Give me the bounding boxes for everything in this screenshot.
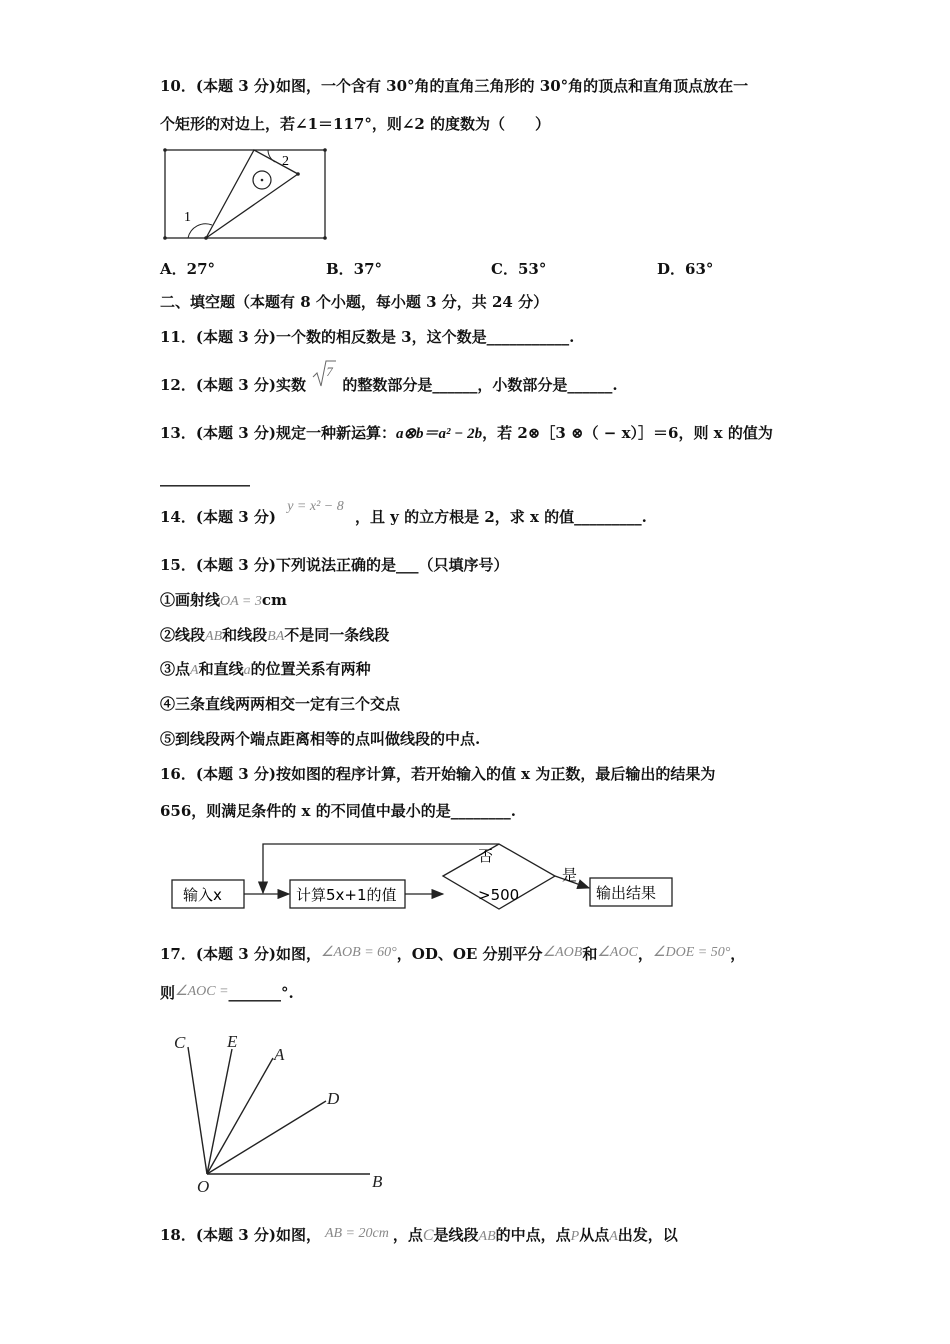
q10-option-c: C．53°	[491, 260, 547, 278]
rect-corner-dot	[323, 236, 327, 240]
q15-statement-5: ⑤到线段两个端点距离相等的点叫做线段的中点.	[160, 730, 481, 748]
q18-post: 出发，以	[617, 1226, 678, 1244]
q10-figure	[160, 145, 335, 245]
label-d: D	[327, 1089, 340, 1108]
q15-s1-pre: ①画射线	[160, 591, 221, 609]
q10-line2: 个矩形的对边上，若∠1＝117°，则∠2 的度数为（ ）	[160, 115, 551, 133]
angle1-label: 1	[184, 210, 191, 225]
q12-pre: 12．(本题 3 分)实数	[160, 376, 306, 394]
flow-no-label: 否	[478, 847, 494, 865]
flow-condition-label: >500	[478, 886, 520, 904]
q15-statement-2	[160, 625, 389, 647]
q12-sqrt-num: 7	[326, 364, 333, 379]
q15-statement-3	[160, 659, 371, 681]
label-b: B	[372, 1172, 383, 1191]
q15-s3-mid: 和直线	[198, 660, 244, 678]
q15-s1-post: cm	[261, 591, 287, 609]
label-a: A	[274, 1045, 285, 1064]
q17-line2-math: ∠AOC =	[175, 984, 229, 999]
vertex-dot	[296, 172, 300, 176]
q15-s3-m1: A	[190, 663, 199, 678]
triangle-hole-center	[261, 179, 264, 182]
q15-statement-4: ④三条直线两两相交一定有三个交点	[160, 695, 401, 713]
q18-mid3: 的中点，点	[495, 1226, 571, 1244]
ray-oe	[207, 1049, 232, 1174]
q10-option-d: D．63°	[657, 260, 714, 278]
q16-line1: 16．(本题 3 分)按如图的程序计算，若开始输入的值 x 为正数，最后输出的结果为	[160, 765, 716, 783]
q15-s3-post: 的位置关系有两种	[250, 660, 371, 678]
q17-post: ，	[730, 945, 746, 963]
q17-line2	[160, 983, 294, 1005]
rect-corner-dot	[163, 236, 167, 240]
q13-pre: 13．(本题 3 分)规定一种新运算：	[160, 424, 396, 442]
q15-s1-math: OA = 3	[220, 594, 262, 609]
q17-figure	[165, 1025, 395, 1200]
q11: 11．(本题 3 分)一个数的相反数是 3，这个数是___________.	[160, 328, 575, 346]
flow-input-label: 输入x	[183, 886, 222, 904]
q17-line2-post: _______°.	[228, 984, 294, 1002]
q18-mid4: 从点	[579, 1226, 610, 1244]
q18-m3: AB	[478, 1229, 496, 1244]
q12-post: 的整数部分是______，小数部分是______.	[342, 376, 618, 394]
flow-output-label: 输出结果	[596, 884, 657, 902]
q18-m2: C	[422, 1227, 434, 1244]
q15-s2-mid: 和线段	[222, 626, 268, 644]
q15-s2-pre: ②线段	[160, 626, 206, 644]
q13-post: ，若 2⊗［3 ⊗（ − x）］＝6，则 x 的值为	[482, 424, 773, 442]
q17-mid1: ，OD、OE 分别平分	[396, 945, 543, 963]
flow-yes-label: 是	[562, 866, 578, 884]
q17-m3: ∠AOC	[597, 945, 638, 960]
q17-line1	[160, 944, 745, 966]
q12	[160, 364, 618, 395]
q13-line2: ____________	[160, 469, 250, 487]
ray-od	[207, 1101, 326, 1174]
q17-pre: 17．(本题 3 分)如图，	[160, 945, 321, 963]
q15-s3-pre: ③点	[160, 660, 191, 678]
q12-sqrt	[311, 364, 337, 395]
q18-m1: AB = 20cm	[324, 1226, 389, 1241]
q13	[160, 423, 773, 444]
ray-oa	[207, 1058, 273, 1174]
q14-formula: y = x² − 8	[287, 499, 344, 514]
q17-mid3: ，	[637, 945, 653, 963]
q16-line2: 656，则满足条件的 x 的不同值中最小的是________.	[160, 802, 516, 820]
q14-pre: 14．(本题 3 分)	[160, 508, 276, 526]
q18-pre: 18．(本题 3 分)如图，	[160, 1226, 321, 1244]
q18-m4: P	[570, 1229, 580, 1244]
q17-line2-pre: 则	[160, 984, 176, 1002]
q13-expr: a⊗b＝a² − 2b	[395, 426, 483, 442]
q14-post: ，且 y 的立方根是 2，求 x 的值_________.	[354, 508, 647, 526]
q16-flowchart	[165, 838, 685, 918]
q17-m1: ∠AOB = 60°	[320, 945, 397, 960]
flow-compute-label: 计算5x+1的值	[296, 886, 397, 904]
q10-option-b: B．37°	[326, 260, 383, 278]
q15-s2-m2: BA	[267, 629, 285, 644]
q14	[160, 499, 647, 529]
q18-mid1: ，点	[392, 1226, 423, 1244]
q18-m5: A	[609, 1229, 618, 1244]
q17-mid2: 和	[582, 945, 598, 963]
q15-s2-post: 不是同一条线段	[284, 626, 390, 644]
angle2-label: 2	[282, 154, 289, 169]
q15-stem: 15．(本题 3 分)下列说法正确的是___（只填序号）	[160, 556, 509, 574]
q10-option-a: A．27°	[160, 260, 216, 278]
label-o: O	[197, 1177, 210, 1196]
rect-corner-dot	[163, 148, 167, 152]
rect-corner-dot	[323, 148, 327, 152]
q18-mid2: 是线段	[433, 1226, 479, 1244]
vertex-dot	[204, 236, 208, 240]
q15-statement-1	[160, 590, 287, 612]
section-heading: 二、填空题（本题有 8 个小题，每小题 3 分，共 24 分）	[160, 293, 549, 311]
q15-s2-m1: AB	[205, 629, 223, 644]
q17-m2: ∠AOB	[542, 945, 583, 960]
q10-line1: 10．(本题 3 分)如图，一个含有 30°角的直角三角形的 30°角的顶点和直角顶点放在一	[160, 77, 749, 95]
q15-s3-m2: a	[243, 663, 251, 678]
q17-m4: ∠DOE = 50°	[652, 945, 731, 960]
label-c: C	[174, 1033, 186, 1052]
q18	[160, 1225, 678, 1247]
label-e: E	[227, 1032, 238, 1051]
ray-oc	[188, 1047, 207, 1174]
